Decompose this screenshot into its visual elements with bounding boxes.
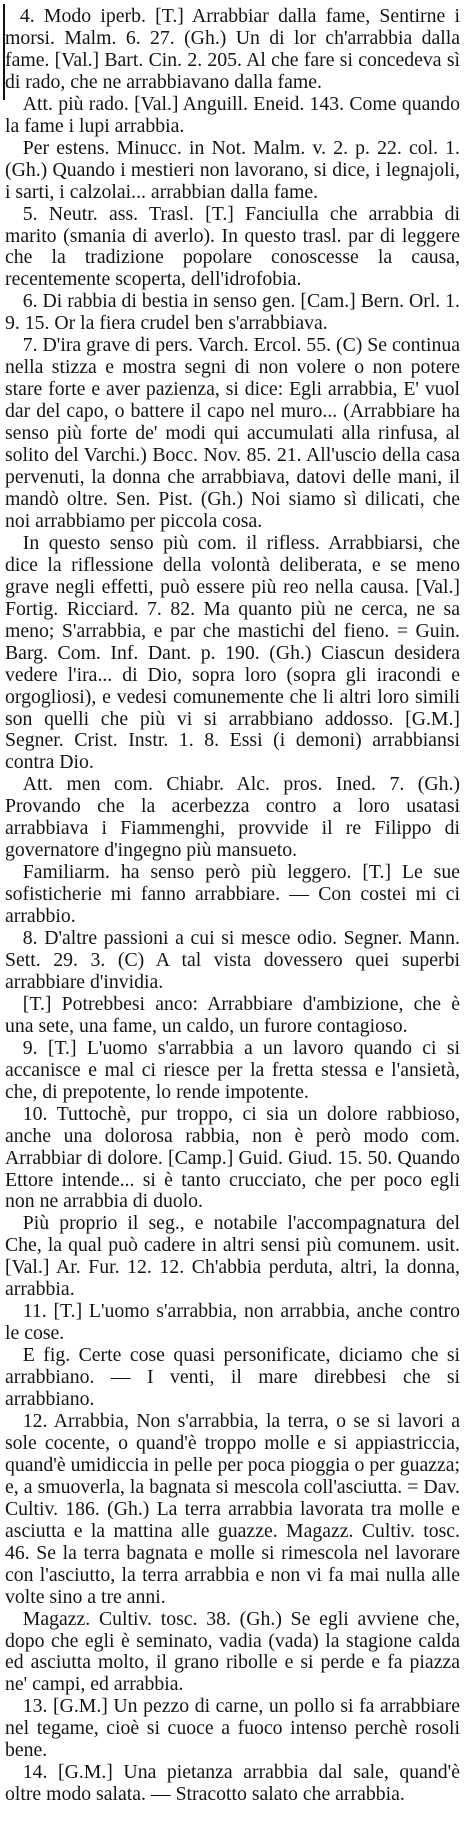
- sense-9-paragraph: 9. [T.] L'uomo s'arrabbia a un lavoro quando ci si accanisce e mal ci riesce per la fretta stessa e l'ansietà, che, di prepotente, lo rende impotente.: [5, 1036, 460, 1103]
- sense-12-paragraph: 12. Arrabbia, Non s'arrabbia, la terra, o se si lavori a sole cocente, o quand'è troppo molle e si appiastriccia, quand'è umidiccia in pelle per poca pioggia o per guazza; e, a smuoverla, la bagnata si mescola coll'asciutta. = Dav. Cultiv. 186. (Gh.) La terra arrabbia lavorata tra molle e asciutta e la mattina alle guazze. Magazz. Cultiv. tosc. 46. Se la terra bagnata e molle si rimescola nel lavorare con l'asciutto, la terra arrabbia e non vi fa mai nulla alle volte sino a tre anni.: [5, 1410, 460, 1608]
- sense-11-paragraph: 11. [T.] L'uomo s'arrabbia, non arrabbia, anche contro le cose.: [5, 1300, 460, 1345]
- sense-7-rifless-paragraph: In questo senso più com. il rifless. Arrabbiarsi, che dice la riflessione della volontà deliberata, e se meno grave negli effetti, può essere più reo nella causa. [Val.] Fortig. Ricciard. 7. 82. Ma quanto più ne cerca, ne sa meno; S'arrabbia, e par che mastichi del fieno. = Guin. Barg. Com. Inf. Dant. p. 190. (Gh.) Ciascun desidera vedere l'ira... di Dio, sopra loro (sopra gli iracondi e orgogliosi), e vedesi comunemente che li altri loro simili son quelli che più vi si arrabbiano addosso. [G.M.] Segner. Crist. Instr. 1. 8. Essi (i demoni) arrabbiansi contra Dio.: [5, 531, 460, 774]
- sense-7-familiarm-paragraph: Familiarm. ha senso però più leggero. [T.] Le sue sofisticherie mi fanno arrabbiare. — Con costei mi ci arrabbio.: [5, 861, 460, 928]
- sense-7-att-paragraph: Att. men com. Chiabr. Alc. pros. Ined. 7. (Gh.) Provando che la acerbezza contro a loro usatasi arrabbiava i Fiammenghi, provvide il re Filippo di governatore d'ingegno più mansueto.: [5, 773, 460, 862]
- sense-10-che-paragraph: Più proprio il seg., e notabile l'accompagnatura del Che, la qual può cadere in altri sensi più comunem. usit. [Val.] Ar. Fur. 12. 12. Ch'abbia perduta, altri, la donna, arrabbia.: [5, 1212, 460, 1301]
- sense-6-paragraph: 6. Di rabbia di bestia in senso gen. [Cam.] Bern. Orl. 1. 9. 15. Or la fiera crudel ben s'arrabbiava.: [5, 290, 460, 335]
- sense-5-paragraph: 5. Neutr. ass. Trasl. [T.] Fanciulla che arrabbia di marito (smania di averlo). In questo trasl. par di leggere che la tradizione popolare conoscesse la causa, recentemente scoperta, dell'idrofobia.: [5, 202, 460, 291]
- sense-4-att-paragraph: Att. più rado. [Val.] Anguill. Eneid. 143. Come quando la fame i lupi arrabbia.: [5, 92, 460, 137]
- sense-13-paragraph: 13. [G.M.] Un pezzo di carne, un pollo si fa arrabbiare nel tegame, cioè si cuoce a fuoco intenso perchè rosoli bene.: [5, 1695, 460, 1762]
- sense-4-paragraph: 4. Modo iperb. [T.] Arrabbiar dalla fame, Sentirne i morsi. Malm. 6. 27. (Gh.) Un di lor ch'arrabbia dalla fame. [Val.] Bart. Cin. 2. 205. Al che fare si concedeva sì di rado, che ne arrabbiavano dalla fame.: [5, 5, 460, 93]
- sense-8-note-paragraph: [T.] Potrebbesi anco: Arrabbiare d'ambizione, che è una sete, una fame, un caldo, un furore contagioso.: [5, 992, 460, 1037]
- sense-8-paragraph: 8. D'altre passioni a cui si mesce odio. Segner. Mann. Sett. 29. 3. (C) A tal vista dovessero quei superbi arrabbiare d'invidia.: [5, 927, 460, 993]
- sense-14-paragraph: 14. [G.M.] Una pietanza arrabbia dal sale, quand'è oltre modo salata. — Stracotto salato che arrabbia.: [5, 1761, 460, 1806]
- sense-12-magazz-paragraph: Magazz. Cultiv. tosc. 38. (Gh.) Se egli avviene che, dopo che egli è seminato, vadia (vada) la stagione calda ed asciutta molto, il grano ribolle e si perde e fa piazza ne' campi, ed arrabbia.: [5, 1607, 460, 1696]
- sense-4-estens-paragraph: Per estens. Minucc. in Not. Malm. v. 2. p. 22. col. 1. (Gh.) Quando i mestieri non lavorano, si dice, i legnajoli, i sarti, i calzolai... arrabbian dalla fame.: [5, 136, 460, 203]
- sense-11-fig-paragraph: E fig. Certe cose quasi personificate, diciamo che si arrabbiano. — I venti, il mare direbbesi che si arrabbiano.: [5, 1344, 460, 1411]
- entry-text-column: [5, 6, 460, 1806]
- sense-10-paragraph: 10. Tuttochè, pur troppo, ci sia un dolore rabbioso, anche una dolorosa rabbia, non è però modo com. Arrabbiar di dolore. [Camp.] Guid. Giud. 15. 50. Quando Ettore intende... si è tanto crucciato, che per poco egli non ne arrabbia di duolo.: [5, 1102, 460, 1213]
- sense-7-paragraph: 7. D'ira grave di pers. Varch. Ercol. 55. (C) Se continua nella stizza e mostra segni di non volere o non potere stare forte e aver pazienza, si dice: Egli arrabbia, E' vuol dar del capo, o battere il capo nel muro... (Arrabbiare ha senso più forte de' modi qui accumulati alla rinfusa, al solito del Varchi.) Bocc. Nov. 85. 21. All'uscio della casa pervenuti, la donna che arrabbiava, datovi delle mani, il mandò oltre. Sen. Pist. (Gh.) Noi siamo sì dilicati, che noi arrabbiamo per piccola cosa.: [5, 334, 460, 532]
